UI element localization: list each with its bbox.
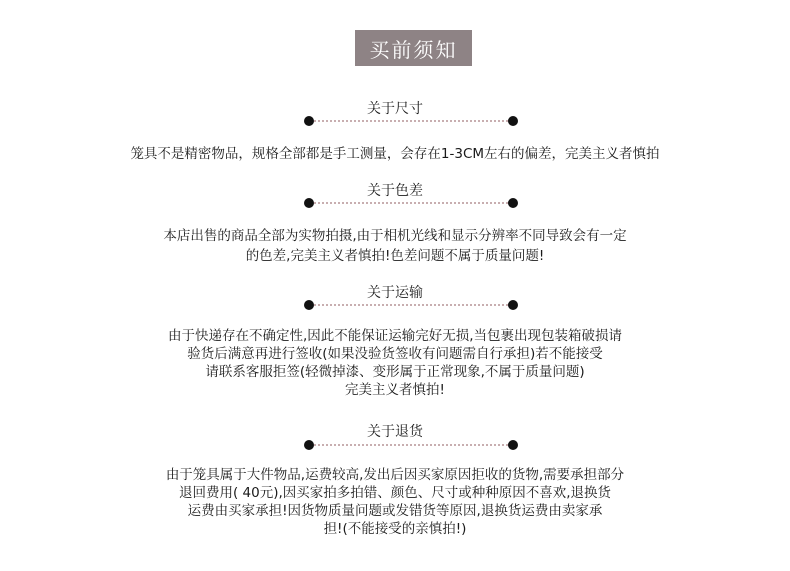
section-divider xyxy=(304,198,518,208)
text-line: 请联系客服拒签(轻微掉漆、变形属于正常现象,不属于质量问题) xyxy=(205,364,585,380)
page-title-badge xyxy=(355,30,472,66)
divider-dot-icon xyxy=(304,300,314,310)
divider-dot-icon xyxy=(508,116,518,126)
section-heading-shipping: 关于运输 xyxy=(367,285,423,301)
text-line: 完美主义者慎拍! xyxy=(345,382,445,398)
section-divider xyxy=(304,440,518,450)
section-divider xyxy=(304,116,518,126)
text-line: 的色差,完美主义者慎拍!色差问题不属于质量问题! xyxy=(245,248,545,264)
text-line: 笼具不是精密物品，规格全部都是手工测量，会存在1-3CM左右的偏差，完美主义者慎拍 xyxy=(130,146,660,162)
text-line: 退回费用( 40元),因买家拍多拍错、颜色、尺寸或种种原因不喜欢,退换货 xyxy=(178,485,612,501)
divider-dot-icon xyxy=(508,440,518,450)
divider-dot-icon xyxy=(304,116,314,126)
section-text-size xyxy=(0,145,790,163)
section-heading-size: 关于尺寸 xyxy=(367,101,423,117)
divider-dot-icon xyxy=(508,198,518,208)
section-divider xyxy=(304,300,518,310)
divider-dotted-line xyxy=(314,120,508,122)
text-line: 运费由买家承担!因货物质量问题或发错货等原因,退换货运费由卖家承 xyxy=(187,503,603,519)
divider-dotted-line xyxy=(314,444,508,446)
text-line: 由于笼具属于大件物品,运费较高,发出后因买家原因拒收的货物,需要承担部分 xyxy=(165,467,625,483)
text-line: 验货后满意再进行签收(如果没验货签收有问题需自行承担)若不能接受 xyxy=(187,346,603,362)
divider-dotted-line xyxy=(314,304,508,306)
divider-dot-icon xyxy=(304,198,314,208)
text-line: 由于快递存在不确定性,因此不能保证运输完好无损,当包裹出现包装箱破损请 xyxy=(167,328,623,344)
section-text-returns xyxy=(0,466,790,538)
section-text-shipping xyxy=(0,327,790,399)
section-heading-color: 关于色差 xyxy=(367,183,423,199)
divider-dotted-line xyxy=(314,202,508,204)
page-title: 买前须知 xyxy=(369,37,458,62)
text-line: 本店出售的商品全部为实物拍摄,由于相机光线和显示分辨率不同导致会有一定 xyxy=(163,228,627,244)
section-heading-returns: 关于退货 xyxy=(367,424,423,440)
divider-dot-icon xyxy=(304,440,314,450)
divider-dot-icon xyxy=(508,300,518,310)
text-line: 担!(不能接受的亲慎拍!) xyxy=(323,521,467,537)
section-text-color xyxy=(0,226,790,266)
